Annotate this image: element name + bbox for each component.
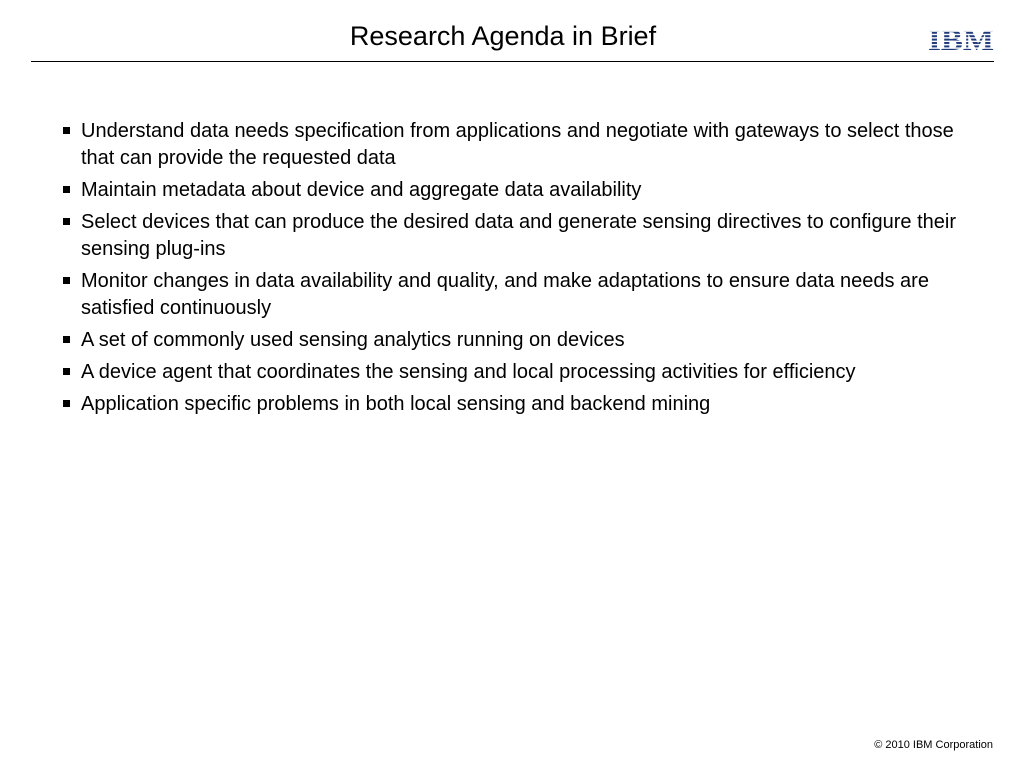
copyright-footer: © 2010 IBM Corporation (874, 739, 993, 751)
list-item (62, 327, 982, 354)
bullet-text: Application specific problems in both local sensing and backend mining (81, 393, 711, 415)
list-item (62, 177, 982, 204)
bullet-list (62, 118, 982, 423)
list-item (62, 391, 982, 418)
square-bullet-icon (63, 127, 70, 134)
bullet-text: Understand data needs specification from applications and negotiate with gateways to select those that can provide the requested data (81, 120, 954, 169)
title-divider (31, 61, 994, 62)
bullet-text: A set of commonly used sensing analytics running on devices (81, 329, 625, 351)
ibm-logo (927, 25, 995, 52)
square-bullet-icon (63, 277, 70, 284)
square-bullet-icon (63, 336, 70, 343)
list-item (62, 209, 982, 263)
square-bullet-icon (63, 186, 70, 193)
bullet-text: Maintain metadata about device and aggregate data availability (81, 179, 642, 201)
slide-title: Research Agenda in Brief (349, 21, 657, 51)
square-bullet-icon (63, 400, 70, 407)
bullet-text: Monitor changes in data availability and quality, and make adaptations to ensure data needs are satisfied continuously (81, 270, 929, 319)
bullet-text: Select devices that can produce the desired data and generate sensing directives to configure their sensing plug-ins (81, 211, 956, 260)
list-item (62, 359, 982, 386)
bullet-text: A device agent that coordinates the sensing and local processing activities for efficiency (81, 361, 856, 383)
square-bullet-icon (63, 218, 70, 225)
list-item (62, 268, 982, 322)
list-item (62, 118, 982, 172)
square-bullet-icon (63, 368, 70, 375)
